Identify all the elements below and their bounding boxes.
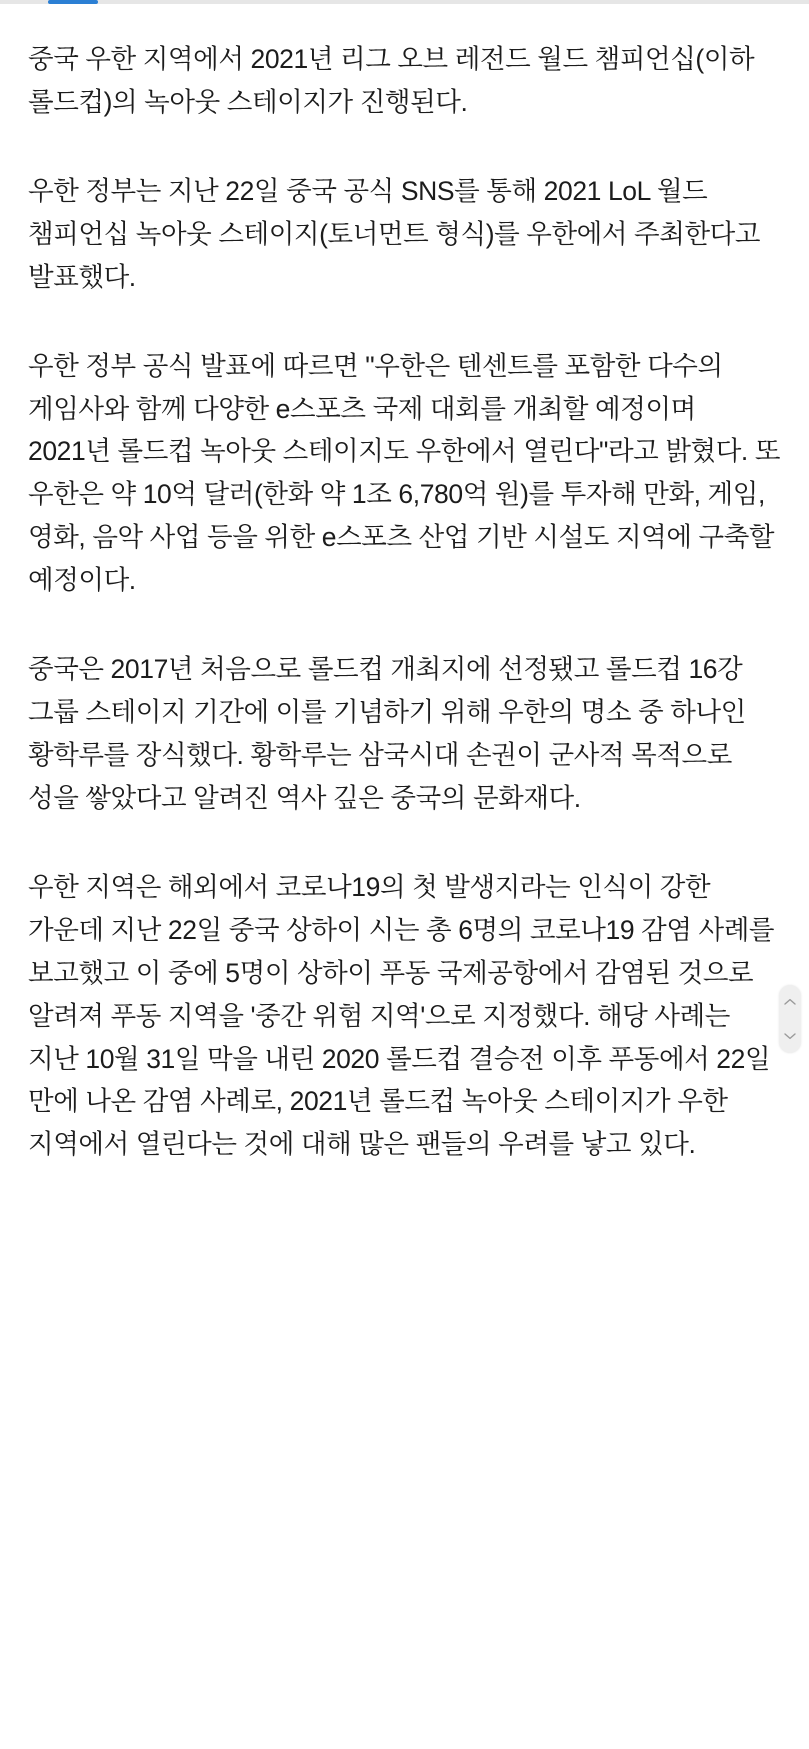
reading-progress-fill (48, 0, 98, 4)
article-paragraph: 우한 정부는 지난 22일 중국 공식 SNS를 통해 2021 LoL 월드 챔피언십 녹아웃 스테이지(토너먼트 형식)를 우한에서 주최한다고 발표했다. (28, 175, 761, 292)
article-paragraph: 우한 지역은 해외에서 코로나19의 첫 발생지라는 인식이 강한 가운데 지난 22일 중국 상하이 시는 총 6명의 코로나19 감염 사례를 보고했고 이 중에 5명이 상하이 푸동 국제공항에서 감염된 것으로 알려져 푸동 지역을 '중간 위험 지역'으로 지정했다. 해당 사례는 지난 10월 31일 막을 내린 2020 롤드컵 결승전 이후 푸동에서 22일 만에 나온 감염 사례로, 2021년 롤드컵 녹아웃 스테이지가 우한 지역에서 열린다는 것에 대해 많은 팬들의 우려를 낳고 있다. (28, 871, 775, 1160)
chevron-up-icon[interactable] (784, 998, 796, 1006)
reading-progress-bar (0, 0, 809, 4)
chevron-down-icon[interactable] (784, 1032, 796, 1040)
article-paragraph: 우한 정부 공식 발표에 따르면 "우한은 텐센트를 포함한 다수의 게임사와 함께 다양한 e스포츠 국제 대회를 개최할 예정이며 2021년 롤드컵 녹아웃 스테이지도 우한에서 열린다"라고 밝혔다. 또 우한은 약 10억 달러(한화 약 1조 6,780억 원)를 투자해 만화, 게임, 영화, 음악 사업 등을 위한 e스포츠 산업 기반 시설도 지역에 구축할 예정이다. (28, 350, 781, 596)
scrollbar-thumb[interactable] (779, 985, 801, 1053)
article-paragraph: 중국 우한 지역에서 2021년 리그 오브 레전드 월드 챔피언십(이하 롤드컵)의 녹아웃 스테이지가 진행된다. (28, 44, 755, 117)
article-paragraph: 중국은 2017년 처음으로 롤드컵 개최지에 선정됐고 롤드컵 16강 그룹 스테이지 기간에 이를 기념하기 위해 우한의 명소 중 하나인 황학루를 장식했다. 황학루는 삼국시대 손권이 군사적 목적으로 성을 쌓았다고 알려진 역사 깊은 중국의 문화재다. (28, 654, 746, 813)
article-body (0, 4, 809, 1206)
